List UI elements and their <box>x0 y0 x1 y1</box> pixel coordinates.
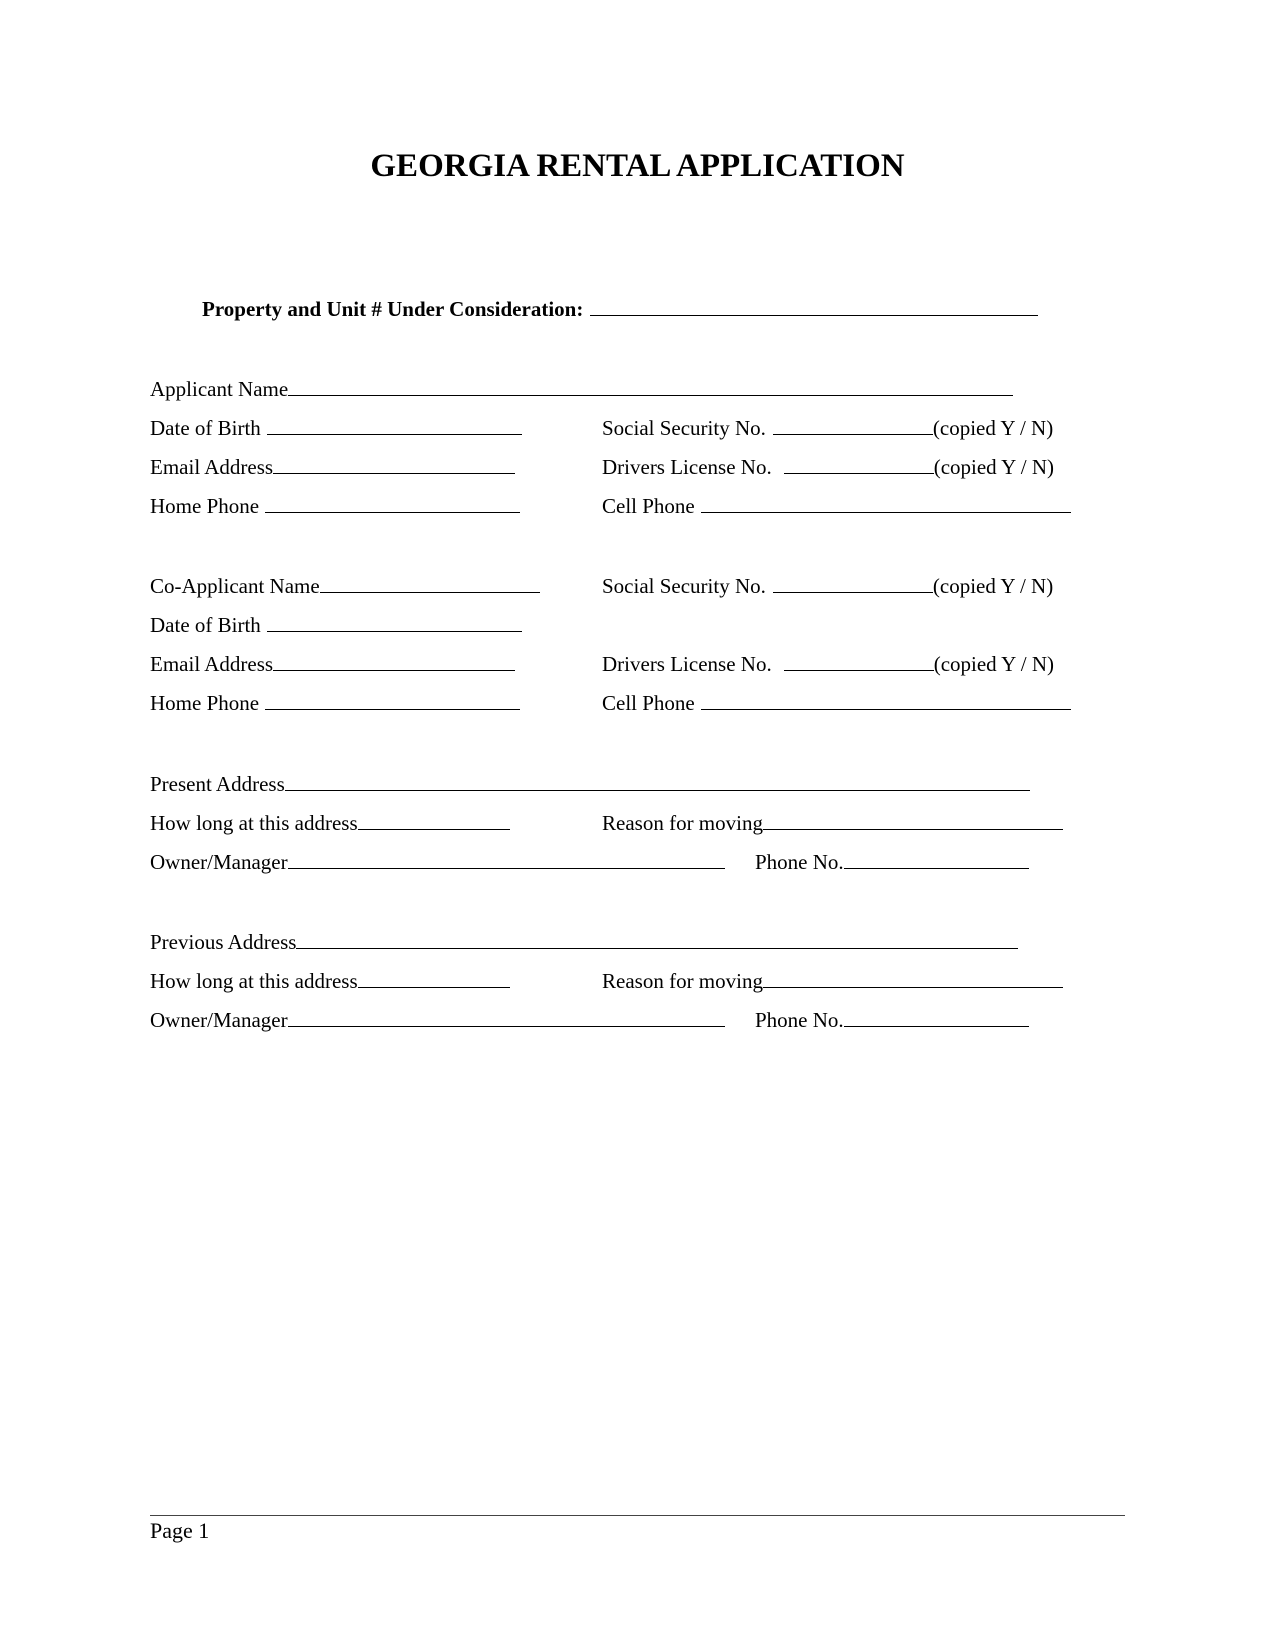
co-applicant-ssn-blank[interactable] <box>773 572 933 593</box>
present-owner-label: Owner/Manager <box>150 850 288 874</box>
previous-reason-blank[interactable] <box>763 967 1063 988</box>
present-phone-field <box>755 848 1029 875</box>
co-applicant-name-blank[interactable] <box>320 572 540 593</box>
applicant-email-blank[interactable] <box>273 453 515 474</box>
co-applicant-dl-label: Drivers License No. <box>602 652 772 676</box>
present-owner-blank[interactable] <box>288 848 725 869</box>
footer-divider <box>150 1515 1125 1516</box>
present-reason-label: Reason for moving <box>602 811 763 835</box>
present-owner-field <box>150 848 725 875</box>
present-phone-blank[interactable] <box>844 848 1029 869</box>
applicant-cell-phone-label: Cell Phone <box>602 494 695 518</box>
applicant-ssn-copied: (copied Y / N) <box>932 416 1054 440</box>
co-applicant-home-phone-label: Home Phone <box>150 691 260 715</box>
applicant-home-phone-label: Home Phone <box>150 494 260 518</box>
present-address-label: Present Address <box>150 772 285 796</box>
applicant-cell-phone-blank[interactable] <box>701 492 1071 513</box>
property-unit-field <box>202 295 1038 322</box>
previous-how-long-label: How long at this address <box>150 969 358 993</box>
co-applicant-email-blank[interactable] <box>273 650 515 671</box>
property-unit-blank[interactable] <box>590 295 1038 316</box>
page-title: GEORGIA RENTAL APPLICATION <box>370 148 905 184</box>
co-applicant-name-field <box>150 572 540 599</box>
applicant-dl-label: Drivers License No. <box>602 455 772 479</box>
property-unit-label: Property and Unit # Under Consideration: <box>202 297 584 321</box>
previous-reason-field <box>602 967 1063 994</box>
present-reason-blank[interactable] <box>763 809 1063 830</box>
present-how-long-label: How long at this address <box>150 811 358 835</box>
applicant-dob-blank[interactable] <box>267 414 522 435</box>
previous-phone-field <box>755 1006 1029 1033</box>
present-how-long-field <box>150 809 510 836</box>
previous-owner-label: Owner/Manager <box>150 1008 288 1032</box>
applicant-name-blank[interactable] <box>288 375 1013 396</box>
applicant-dl-blank[interactable] <box>784 453 934 474</box>
applicant-ssn-blank[interactable] <box>773 414 933 435</box>
applicant-name-label: Applicant Name <box>150 377 289 401</box>
previous-address-blank[interactable] <box>296 928 1018 949</box>
applicant-home-phone-blank[interactable] <box>265 492 520 513</box>
previous-owner-field <box>150 1006 725 1033</box>
co-applicant-ssn-copied: (copied Y / N) <box>932 574 1054 598</box>
co-applicant-ssn-label: Social Security No. <box>602 574 766 598</box>
co-applicant-cell-phone-label: Cell Phone <box>602 691 695 715</box>
previous-address-field <box>150 928 1018 955</box>
previous-phone-label: Phone No. <box>755 1008 844 1032</box>
co-applicant-home-phone-field <box>150 689 520 716</box>
co-applicant-dl-blank[interactable] <box>784 650 934 671</box>
applicant-email-field <box>150 453 515 480</box>
applicant-name-field <box>150 375 1013 402</box>
applicant-ssn-label: Social Security No. <box>602 416 766 440</box>
previous-phone-blank[interactable] <box>844 1006 1029 1027</box>
previous-address-label: Previous Address <box>150 930 297 954</box>
co-applicant-dl-copied: (copied Y / N) <box>933 652 1055 676</box>
applicant-dob-label: Date of Birth <box>150 416 261 440</box>
co-applicant-dob-blank[interactable] <box>267 611 522 632</box>
co-applicant-dl-field <box>602 650 1054 677</box>
co-applicant-home-phone-blank[interactable] <box>265 689 520 710</box>
page-number: Page 1 <box>150 1518 210 1543</box>
co-applicant-email-label: Email Address <box>150 652 274 676</box>
present-how-long-blank[interactable] <box>358 809 510 830</box>
present-address-field <box>150 770 1030 797</box>
co-applicant-name-label: Co-Applicant Name <box>150 574 320 598</box>
applicant-email-label: Email Address <box>150 455 274 479</box>
applicant-dob-field <box>150 414 522 441</box>
applicant-dl-field <box>602 453 1054 480</box>
present-phone-label: Phone No. <box>755 850 844 874</box>
co-applicant-email-field <box>150 650 515 677</box>
previous-how-long-blank[interactable] <box>358 967 510 988</box>
co-applicant-dob-label: Date of Birth <box>150 613 261 637</box>
applicant-ssn-field <box>602 414 1053 441</box>
applicant-home-phone-field <box>150 492 520 519</box>
previous-reason-label: Reason for moving <box>602 969 763 993</box>
applicant-cell-phone-field <box>602 492 1071 519</box>
previous-how-long-field <box>150 967 510 994</box>
co-applicant-cell-phone-blank[interactable] <box>701 689 1071 710</box>
applicant-dl-copied: (copied Y / N) <box>933 455 1055 479</box>
present-reason-field <box>602 809 1063 836</box>
co-applicant-dob-field <box>150 611 522 638</box>
co-applicant-cell-phone-field <box>602 689 1071 716</box>
present-address-blank[interactable] <box>285 770 1030 791</box>
co-applicant-ssn-field <box>602 572 1053 599</box>
previous-owner-blank[interactable] <box>288 1006 725 1027</box>
